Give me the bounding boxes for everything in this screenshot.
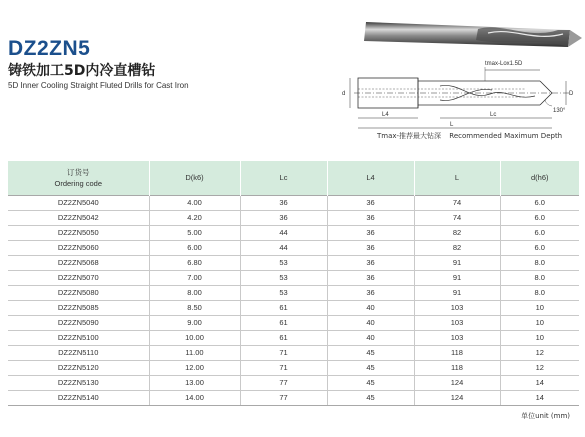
cell-lc: 53 (240, 270, 327, 285)
cell-d-h6: 6.0 (500, 240, 579, 255)
cell-d-k6: 10.00 (149, 330, 240, 345)
cell-d-h6: 8.0 (500, 255, 579, 270)
table-row (8, 375, 579, 390)
cell-d-h6: 14 (500, 390, 579, 405)
header-d-k6: D(k6) (149, 161, 240, 195)
cell-d-k6: 6.00 (149, 240, 240, 255)
cell-d-h6: 10 (500, 300, 579, 315)
product-title-cn: 铸铁加工5D内冷直槽钻 (8, 63, 156, 79)
cell-lc: 53 (240, 255, 327, 270)
cell-l4: 45 (327, 360, 414, 375)
table-row (8, 195, 579, 210)
cell-code: DZ2ZN5085 (8, 300, 149, 315)
dim-label-angle: 130° (553, 108, 566, 114)
dim-label-lc: Lc (490, 112, 497, 118)
cell-d-k6: 9.00 (149, 315, 240, 330)
table-row (8, 390, 579, 405)
header-code-en: Ordering code (54, 178, 103, 188)
cell-l: 74 (414, 195, 500, 210)
cell-l4: 45 (327, 390, 414, 405)
cell-d-h6: 12 (500, 345, 579, 360)
cell-l: 91 (414, 270, 500, 285)
table-row (8, 300, 579, 315)
product-header (8, 38, 328, 90)
cell-d-h6: 12 (500, 360, 579, 375)
cell-code: DZ2ZN5110 (8, 345, 149, 360)
cell-d-h6: 6.0 (500, 225, 579, 240)
cell-lc: 61 (240, 315, 327, 330)
cell-d-k6: 4.00 (149, 195, 240, 210)
cell-d-h6: 8.0 (500, 270, 579, 285)
cell-d-k6: 6.80 (149, 255, 240, 270)
cell-l4: 40 (327, 330, 414, 345)
cell-d-k6: 13.00 (149, 375, 240, 390)
cell-l: 74 (414, 210, 500, 225)
header-ordering-code (8, 161, 149, 195)
cell-l4: 40 (327, 315, 414, 330)
cell-l: 103 (414, 315, 500, 330)
cell-d-k6: 5.00 (149, 225, 240, 240)
product-model: DZ2ZN5 (8, 37, 91, 60)
cell-l: 91 (414, 255, 500, 270)
cell-l: 118 (414, 360, 500, 375)
cell-lc: 77 (240, 390, 327, 405)
table-row (8, 270, 579, 285)
cell-code: DZ2ZN5090 (8, 315, 149, 330)
cell-code: DZ2ZN5120 (8, 360, 149, 375)
cell-l4: 36 (327, 270, 414, 285)
cell-lc: 44 (240, 240, 327, 255)
cell-d-h6: 10 (500, 315, 579, 330)
drill-photo-image (358, 0, 585, 58)
cell-code: DZ2ZN5070 (8, 270, 149, 285)
cell-l4: 36 (327, 240, 414, 255)
table-row (8, 225, 579, 240)
cell-d-k6: 11.00 (149, 345, 240, 360)
dim-label-l4: L4 (382, 112, 389, 118)
cell-d-k6: 12.00 (149, 360, 240, 375)
cell-l: 103 (414, 300, 500, 315)
table-row (8, 330, 579, 345)
cell-l: 82 (414, 240, 500, 255)
table-row (8, 360, 579, 375)
cell-lc: 36 (240, 195, 327, 210)
cell-lc: 53 (240, 285, 327, 300)
cell-code: DZ2ZN5042 (8, 210, 149, 225)
header-lc: Lc (240, 161, 327, 195)
cell-code: DZ2ZN5140 (8, 390, 149, 405)
cell-lc: 77 (240, 375, 327, 390)
cell-code: DZ2ZN5060 (8, 240, 149, 255)
cell-d-k6: 8.50 (149, 300, 240, 315)
dim-label-d-left: d (342, 91, 346, 97)
header-d-h6: d(h6) (500, 161, 579, 195)
depth-note-en: Recommended Maximum Depth (449, 132, 563, 140)
product-title-en: 5D Inner Cooling Straight Fluted Drills for Cast Iron (8, 81, 189, 90)
table-row (8, 315, 579, 330)
cell-code: DZ2ZN5130 (8, 375, 149, 390)
unit-note: 单位unit (mm) (521, 412, 570, 420)
cell-l4: 36 (327, 285, 414, 300)
header-l: L (414, 161, 500, 195)
cell-lc: 71 (240, 345, 327, 360)
cell-lc: 71 (240, 360, 327, 375)
cell-l: 82 (414, 225, 500, 240)
table-header-row (8, 161, 579, 195)
cell-d-k6: 7.00 (149, 270, 240, 285)
cell-d-k6: 14.00 (149, 390, 240, 405)
dim-label-tmax: tmax-Lox1.5D (485, 61, 523, 67)
table-row (8, 345, 579, 360)
table-row (8, 255, 579, 270)
cell-d-h6: 6.0 (500, 195, 579, 210)
cell-l: 124 (414, 375, 500, 390)
cell-code: DZ2ZN5100 (8, 330, 149, 345)
cell-code: DZ2ZN5040 (8, 195, 149, 210)
cell-l: 91 (414, 285, 500, 300)
cell-d-h6: 14 (500, 375, 579, 390)
depth-note-cn: Tmax-推荐最大钻深 (377, 132, 442, 140)
dim-label-l: L (450, 122, 454, 128)
cell-l: 103 (414, 330, 500, 345)
cell-lc: 61 (240, 300, 327, 315)
cell-l4: 45 (327, 345, 414, 360)
cell-d-h6: 10 (500, 330, 579, 345)
cell-d-h6: 8.0 (500, 285, 579, 300)
cell-d-h6: 6.0 (500, 210, 579, 225)
depth-note (377, 131, 568, 141)
spec-table (8, 161, 579, 406)
cell-code: DZ2ZN5050 (8, 225, 149, 240)
cell-l4: 36 (327, 255, 414, 270)
cell-l: 118 (414, 345, 500, 360)
cell-lc: 61 (240, 330, 327, 345)
cell-l: 124 (414, 390, 500, 405)
cell-d-k6: 4.20 (149, 210, 240, 225)
cell-l4: 36 (327, 225, 414, 240)
cell-code: DZ2ZN5080 (8, 285, 149, 300)
cell-l4: 40 (327, 300, 414, 315)
dim-label-d-right: D (569, 91, 574, 97)
cell-lc: 44 (240, 225, 327, 240)
cell-l4: 36 (327, 195, 414, 210)
cell-l4: 45 (327, 375, 414, 390)
cell-d-k6: 8.00 (149, 285, 240, 300)
cell-code: DZ2ZN5068 (8, 255, 149, 270)
header-code-cn: 订货号 (67, 167, 90, 177)
table-row (8, 210, 579, 225)
table-row (8, 285, 579, 300)
cell-lc: 36 (240, 210, 327, 225)
header-l4: L4 (327, 161, 414, 195)
cell-l4: 36 (327, 210, 414, 225)
table-row (8, 240, 579, 255)
table-body (8, 195, 579, 405)
